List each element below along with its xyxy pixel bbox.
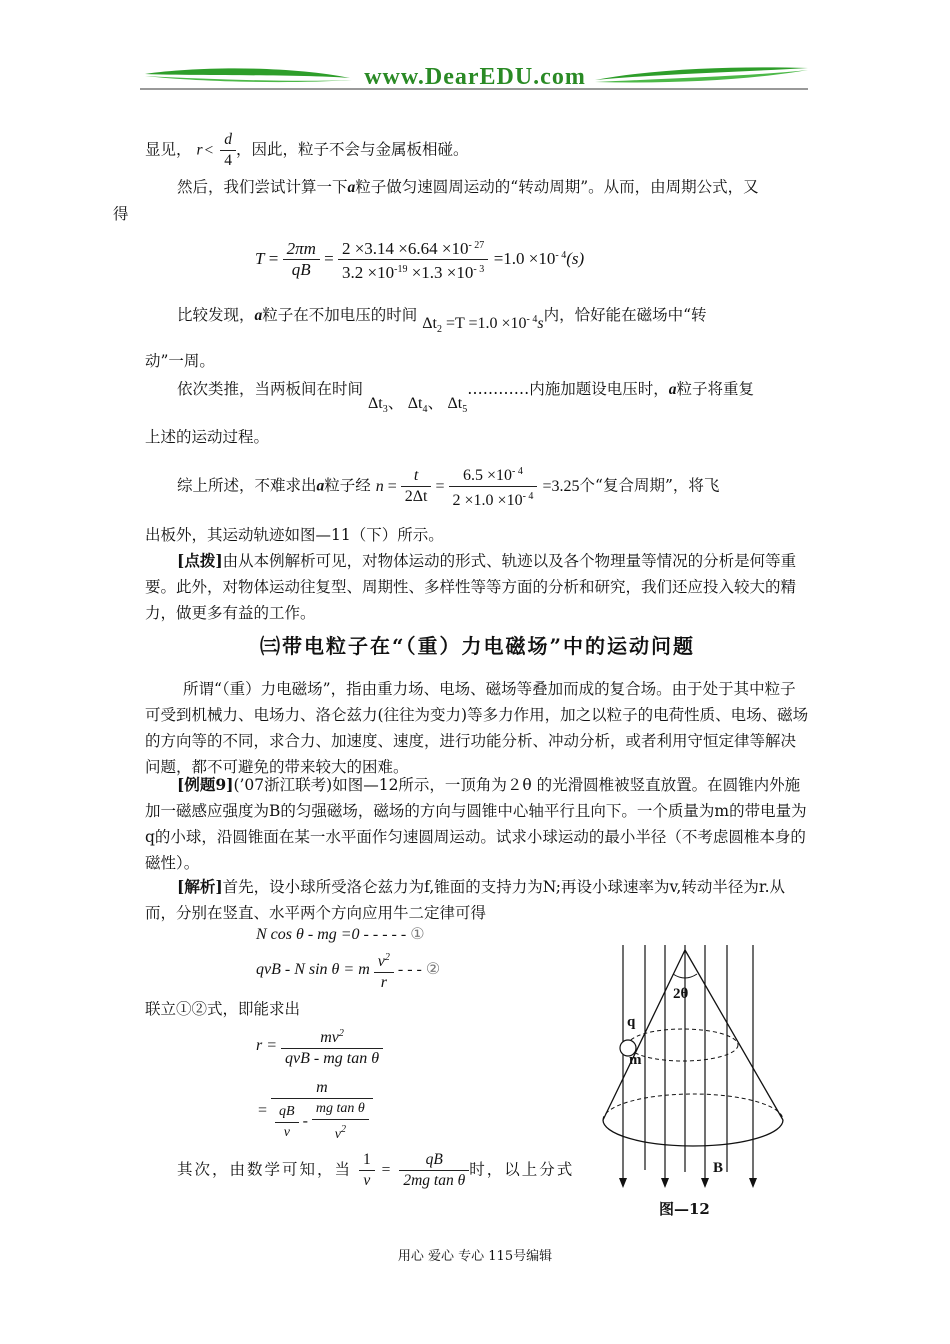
equation-1: N cos θ - mg =0 - - - - - ①	[256, 926, 425, 943]
para-2: 然后，我们尝试计算一下a粒子做匀速圆周运动的“转动周期”。从而，由周期公式，又 得	[113, 178, 759, 223]
figure-caption: 图—12	[659, 1200, 710, 1218]
para-5: 综上所述，不难求出a粒子经 n = $\frac{t}{2\Delta t}$ = $\frac{6.5 \times 10^{- 4}}{2 \times 1.0 \times 10^{- 4}}$ =3.25个“复合周期”，将飞	[145, 462, 810, 511]
charge-label: q	[627, 1014, 636, 1030]
para-4: 依次类推，当两板间在时间 $\Delta t_3$、 $\Delta t_4$、 $\Delta t_5\dots\dots\dots\dots$内施加题设电压时，a粒子将重复	[177, 380, 754, 415]
para-5-cont: 出板外，其运动轨迹如图—11（下）所示。	[145, 526, 444, 544]
para-11: 其次，由数学可知，当 $\frac{1}{v}$ = $\frac{qB}{\text{2mg tan θ}}$ 时，以上分式	[177, 1151, 575, 1189]
equation-4: = m $\frac{qB}{v}$ - $\frac{\text{mg tan θ}}{v^2}$	[258, 1078, 373, 1145]
field-label: B	[713, 1160, 724, 1176]
para-10: 联立①②式，即能求出	[145, 1000, 301, 1018]
para-6: [点拨]由从本例解析可见，对物体运动的形式、轨迹以及各个物理量等情况的分析是何等重要。此外，对物体运动往复型、周期性、多样性等等方面的分析和研究，我们还应投入较大的精力，做更多有益的工作。	[145, 551, 797, 622]
equation-delta-t2: $\Delta t_2 =T =1.0 \times 10^{- 4}s$	[422, 314, 544, 335]
para-1: 显见， r < $\frac{d}{4}$ ，因此，粒子不会与金属板相碰。	[145, 131, 469, 169]
mass-label: m	[629, 1052, 642, 1068]
para-8: [例题9](’07浙江联考)如图—12所示，一顶角为２θ 的光滑圆椎被竖直放置。在圆锥内外施加一磁感应强度为B的匀强磁场，磁场的方向与圆锥中心轴平行且向下。一个质量为m的带电量为q的小球，沿圆锥面在某一水平面作匀速圆周运动。试求小球运动的最小半径（不考虑圆椎本身的磁性）。	[145, 775, 807, 872]
equation-period: T = $\frac{2\pi m}{qB}$ = $\frac{2 \times 3.14 \times 6.64 \times 10^{- 27}}{3.2 \times 10^{-19} \times 1.3 \times 10^{- 3}}$ $=1.0 \times 10^{- 4}(s)$	[255, 236, 584, 283]
cone-diagram	[595, 940, 795, 1200]
para-3: 比较发现，a粒子在不加电压的时间 $\Delta t_2 =T =1.0 \times 10^{- 4}s$内，恰好能在磁场中“转	[145, 302, 810, 343]
fraction-d-over-4: $\frac{d}{4}$	[220, 130, 236, 171]
section-title: ㈢带电粒子在“（重）力电磁场”中的运动问题	[259, 634, 695, 658]
figure-12-cone	[595, 940, 795, 1230]
equation-n: n = $\frac{t}{2\Delta t}$ = $\frac{6.5 \times 10^{- 4}}{2 \times 1.0 \times 10^{- 4}}$ =3.25	[376, 462, 580, 511]
site-url: www.DearEDU.com	[364, 64, 586, 90]
para-3-cont: 动”一周。	[145, 352, 215, 370]
page-footer: 用心 爱心 专心 115号编辑	[397, 1249, 553, 1264]
para-9: [解析]首先，设小球所受洛仑兹力为f,锥面的支持力为N;再设小球速率为v,转动半径为r.从而，分别在竖直、水平两个方向应用牛二定律可得	[145, 877, 785, 922]
angle-label: 2θ	[673, 986, 689, 1002]
equation-3: r = $\frac{mv^2}{\text{qvB - mg tan θ}}$	[256, 1024, 383, 1069]
equation-2: qvB - N sin θ = m $\frac{v^2}{r}$ - - - ②	[256, 948, 440, 993]
para-7: 所谓“（重）力电磁场”，指由重力场、电场、磁场等叠加而成的复合场。由于处于其中粒子可受到机械力、电场力、洛仑兹力(往往为变力)等多力作用，加之以粒子的电荷性质、电场、磁场的方向等的不同，求合力、加速度、速度，进行功能分析、冲动分析，或者利用守恒定律等解决问题，都不可避免的带来较大的困难。	[145, 680, 809, 776]
para-4-cont: 上述的运动过程。	[145, 428, 270, 446]
